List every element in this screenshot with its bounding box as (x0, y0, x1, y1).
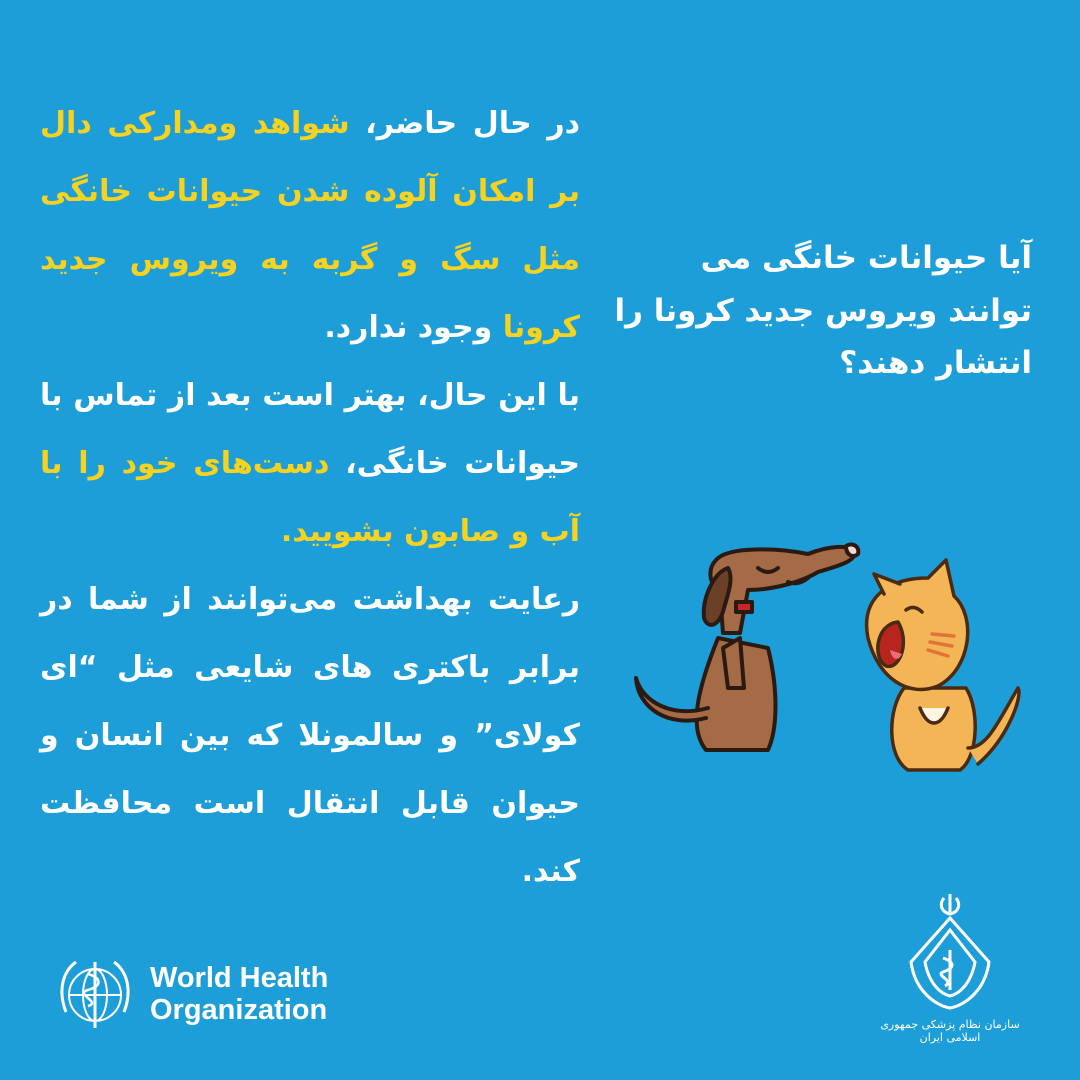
medical-council-caption: سازمان نظام پزشکی جمهوری اسلامی ایران (880, 1018, 1020, 1044)
medical-council-emblem-icon (895, 890, 1005, 1010)
pets-illustration (628, 538, 1028, 778)
who-logo (52, 952, 328, 1038)
paragraph-1-start: در حال حاضر، (349, 106, 580, 141)
paragraph-2 (40, 362, 580, 566)
paragraph-2-highlight: دست‌های خود را با آب و صابون بشویید. (40, 446, 580, 549)
paragraph-1-highlight: شواهد ومدارکی دال بر امکان آلوده شدن حیوانات خانگی مثل سگ و گربه به ویروس جدید کرونا (40, 106, 580, 345)
paragraph-3: رعایت بهداشت می‌توانند از شما در برابر باکتری های شایعی مثل “ای کولای” و سالمونلا که بین انسان و حیوان قابل انتقال است محافظت کند. (40, 582, 580, 889)
medical-council-logo (880, 890, 1020, 1044)
who-wordmark (150, 963, 328, 1027)
who-line-2: Organization (150, 994, 328, 1026)
body-text (40, 90, 580, 906)
who-emblem-icon (52, 952, 138, 1038)
dog-icon (636, 544, 858, 750)
paragraph-1 (40, 90, 580, 362)
who-line-1: World Health (150, 962, 329, 995)
question-heading: آیا حیوانات خانگی می توانند ویروس جدید کرونا را انتشار دهند؟ (614, 240, 1032, 382)
paragraph-1-end: وجود ندارد. (324, 310, 503, 345)
paragraph-2-start: با این حال، بهتر است بعد از تماس با حیوانات خانگی، (40, 378, 580, 481)
cat-icon (867, 560, 1019, 770)
